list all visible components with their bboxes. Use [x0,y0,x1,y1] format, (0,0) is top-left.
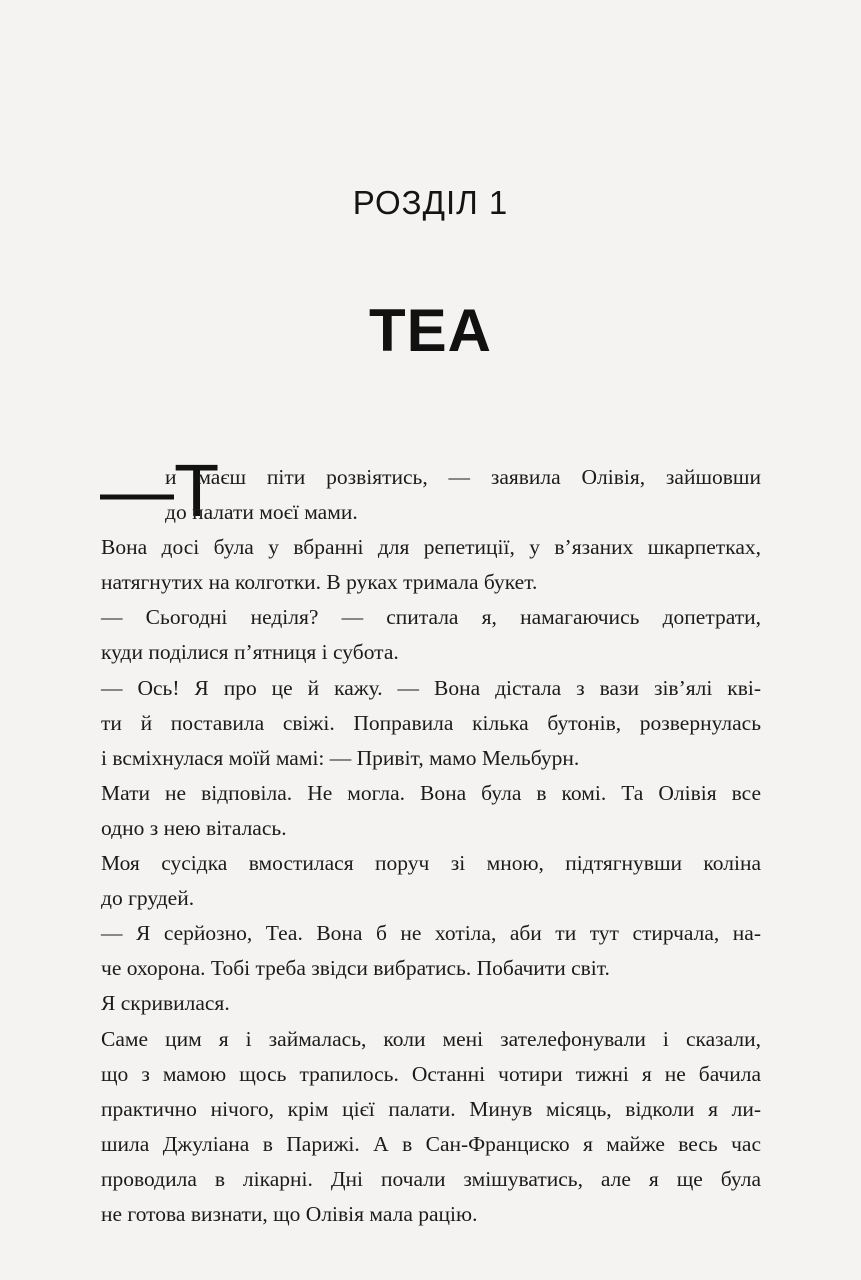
text-line: ти й поставила свіжі. Поправила кілька бутонів, розвернулась [101,710,761,735]
text-line: Моя сусідка вмостилася поруч зі мною, підтягнувши коліна [101,851,761,876]
text-line: — Сьогодні неділя? — спитала я, намагаючись допетрати, [101,605,761,630]
text-line: куди поділися п’ятниця і субота. [101,640,399,665]
text-line: не готова визнати, що Олівія мала рацію. [101,1201,478,1226]
text-line: — Ось! Я про це й кажу. — Вона дістала з вази зів’ялі кві- [101,675,761,700]
chapter-title: ТЕА [369,297,492,364]
text-line: и маєш піти розвіятись, — заявила Олівія, зайшовши [165,465,761,489]
text-line: че охорона. Тобі треба звідси вибратись. Побачити світ. [101,956,610,981]
text-line: практично нічого, крім цієї палати. Минув місяць, відколи я ли- [101,1096,761,1121]
text-line: — Я серйозно, Теа. Вона б не хотіла, аби ти тут стирчала, на- [101,921,761,946]
text-line: до грудей. [101,886,195,911]
text-line: що з мамою щось трапилось. Останні чотири тижні я не бачила [101,1061,761,1086]
text-line: і всміхнулася моїй мамі: — Привіт, мамо Мельбурн. [101,745,580,770]
drop-cap: —Т [100,449,220,532]
text-line: Саме цим я і займалась, коли мені зателефонували і сказали, [101,1026,761,1051]
text-line: натягнутих на колготки. В руках тримала букет. [101,570,538,595]
text-line: проводила в лікарні. Дні почали змішуватись, але я ще була [101,1166,761,1191]
text-line: до палати моєї мами. [165,500,358,525]
chapter-label: РОЗДІЛ 1 [352,184,509,221]
body-text [101,460,761,1232]
text-line: шила Джуліана в Парижі. А в Сан-Франциско я майже весь час [101,1131,761,1156]
text-line: одно з нею віталась. [101,815,287,840]
text-line: Я скривилася. [101,991,230,1016]
text-line: Мати не відповіла. Не могла. Вона була в комі. Та Олівія все [101,780,761,805]
text-line: Вона досі була у вбранні для репетиції, у в’язаних шкарпетках, [101,535,761,560]
